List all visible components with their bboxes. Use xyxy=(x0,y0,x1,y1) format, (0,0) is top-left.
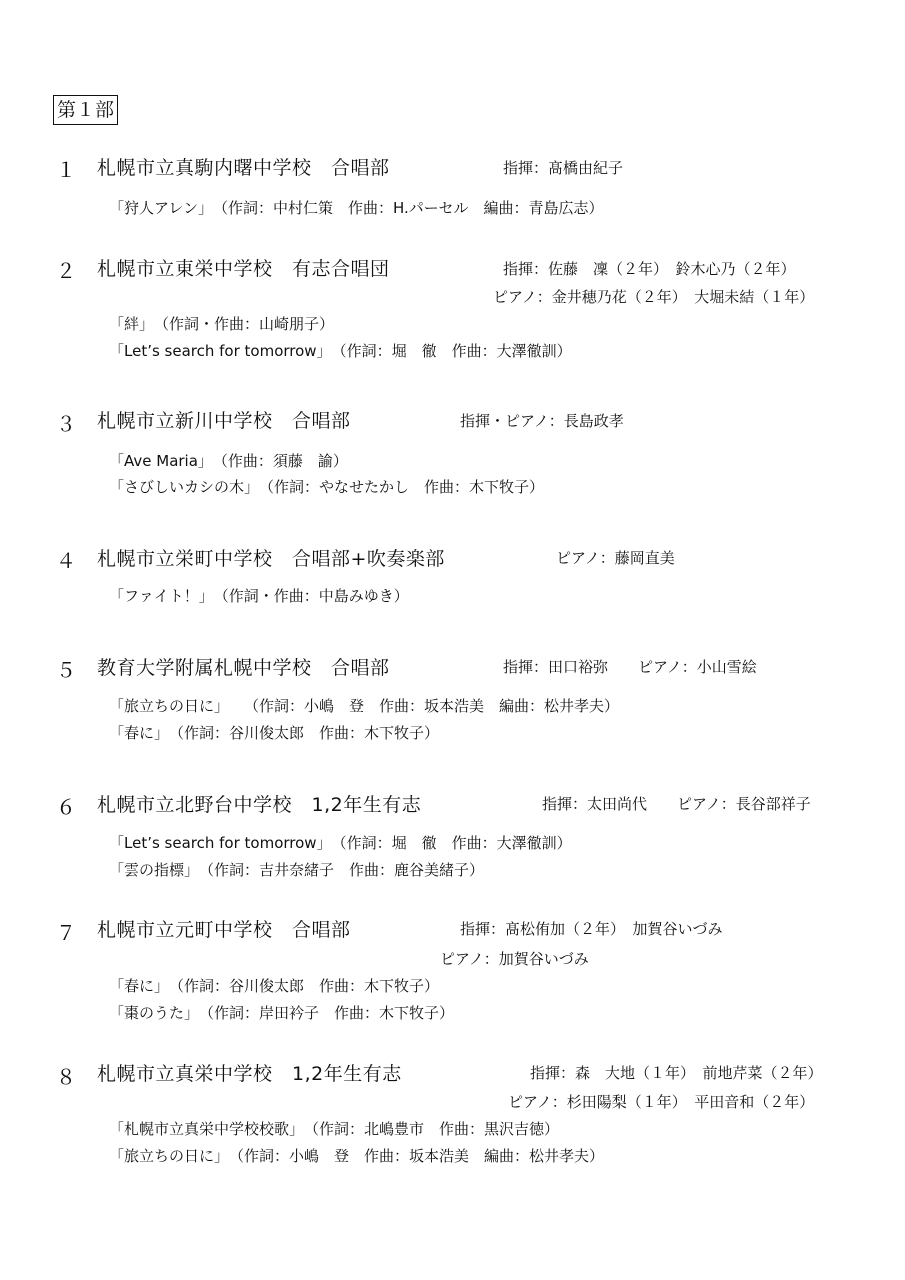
entry-number: ４ xyxy=(56,549,76,573)
school-name: 札幌市立真駒内曙中学校 合唱部 xyxy=(97,157,390,179)
song-line: 「Ave Maria」 （作曲：須藤 諭） xyxy=(109,452,348,470)
song-line: 「ファイト！」 （作詞・作曲：中島みゆき） xyxy=(109,587,409,605)
song-line: 「Let’s search for tomorrow」 （作詞：堀 徹 作曲：大澤徹訓） xyxy=(109,342,572,360)
staff-line: 指揮：髙松侑加（２年） 加賀谷いづみ xyxy=(460,920,723,938)
school-name: 札幌市立栄町中学校 合唱部+吹奏楽部 xyxy=(97,548,445,570)
entry-number: ２ xyxy=(56,259,76,283)
song-line: 「Let’s search for tomorrow」 （作詞：堀 徹 作曲：大澤徹訓） xyxy=(109,834,572,852)
song-line: 「札幌市立真栄中学校校歌」 （作詞：北嶋豊市 作曲：黒沢吉徳） xyxy=(109,1120,560,1138)
staff-line: 指揮：森 大地（１年） 前地芹菜（２年） xyxy=(530,1064,823,1082)
song-line: 「春に」 （作詞：谷川俊太郎 作曲：木下牧子） xyxy=(109,724,440,742)
entry-number: １ xyxy=(56,158,76,182)
song-line: 「棗のうた」 （作詞：岸田衿子 作曲：木下牧子） xyxy=(109,1004,455,1022)
song-line: 「旅立ちの日に」 （作詞：小嶋 登 作曲：坂本浩美 編曲：松井孝夫） xyxy=(109,697,620,715)
staff-line: ピアノ：金井穂乃花（２年） 大堀未結（１年） xyxy=(493,288,815,306)
entry-number: ５ xyxy=(56,658,76,682)
song-line: 「旅立ちの日に」 （作詞：小嶋 登 作曲：坂本浩美 編曲：松井孝夫） xyxy=(109,1147,605,1165)
school-name: 札幌市立元町中学校 合唱部 xyxy=(97,919,351,941)
school-name: 教育大学附属札幌中学校 合唱部 xyxy=(97,657,390,679)
staff-line: 指揮：田口裕弥 ピアノ：小山雪絵 xyxy=(503,658,757,676)
staff-line: 指揮・ピアノ：長島政孝 xyxy=(460,412,624,430)
school-name: 札幌市立北野台中学校 1,2年生有志 xyxy=(97,794,422,816)
song-line: 「春に」 （作詞：谷川俊太郎 作曲：木下牧子） xyxy=(109,977,440,995)
staff-line: ピアノ：杉田陽梨（１年） 平田音和（２年） xyxy=(508,1093,815,1111)
song-line: 「さびしいカシの木」 （作詞：やなせたかし 作曲：木下牧子） xyxy=(109,478,545,496)
entry-number: ７ xyxy=(56,921,76,945)
school-name: 札幌市立新川中学校 合唱部 xyxy=(97,410,351,432)
staff-line: ピアノ：加賀谷いづみ xyxy=(440,950,589,968)
school-name: 札幌市立真栄中学校 1,2年生有志 xyxy=(97,1063,402,1085)
song-line: 「狩人アレン」 （作詞：中村仁策 作曲：H.パーセル 編曲：青島広志） xyxy=(109,199,604,217)
school-name: 札幌市立東栄中学校 有志合唱団 xyxy=(97,258,390,280)
staff-line: 指揮：佐藤 凜（２年） 鈴木心乃（２年） xyxy=(503,260,796,278)
staff-line: 指揮：太田尚代 ピアノ：長谷部祥子 xyxy=(542,795,811,813)
entry-number: ８ xyxy=(56,1065,76,1089)
entry-number: ６ xyxy=(56,795,76,819)
entry-number: ３ xyxy=(56,412,76,436)
staff-line: 指揮：髙橋由紀子 xyxy=(503,159,624,177)
staff-line: ピアノ：藤岡直美 xyxy=(556,549,675,567)
section-title: 第１部 xyxy=(53,95,118,125)
song-line: 「絆」 （作詞・作曲：山崎朋子） xyxy=(109,315,335,333)
song-line: 「雲の指標」 （作詞：吉井奈緒子 作曲：鹿谷美緒子） xyxy=(109,861,485,879)
